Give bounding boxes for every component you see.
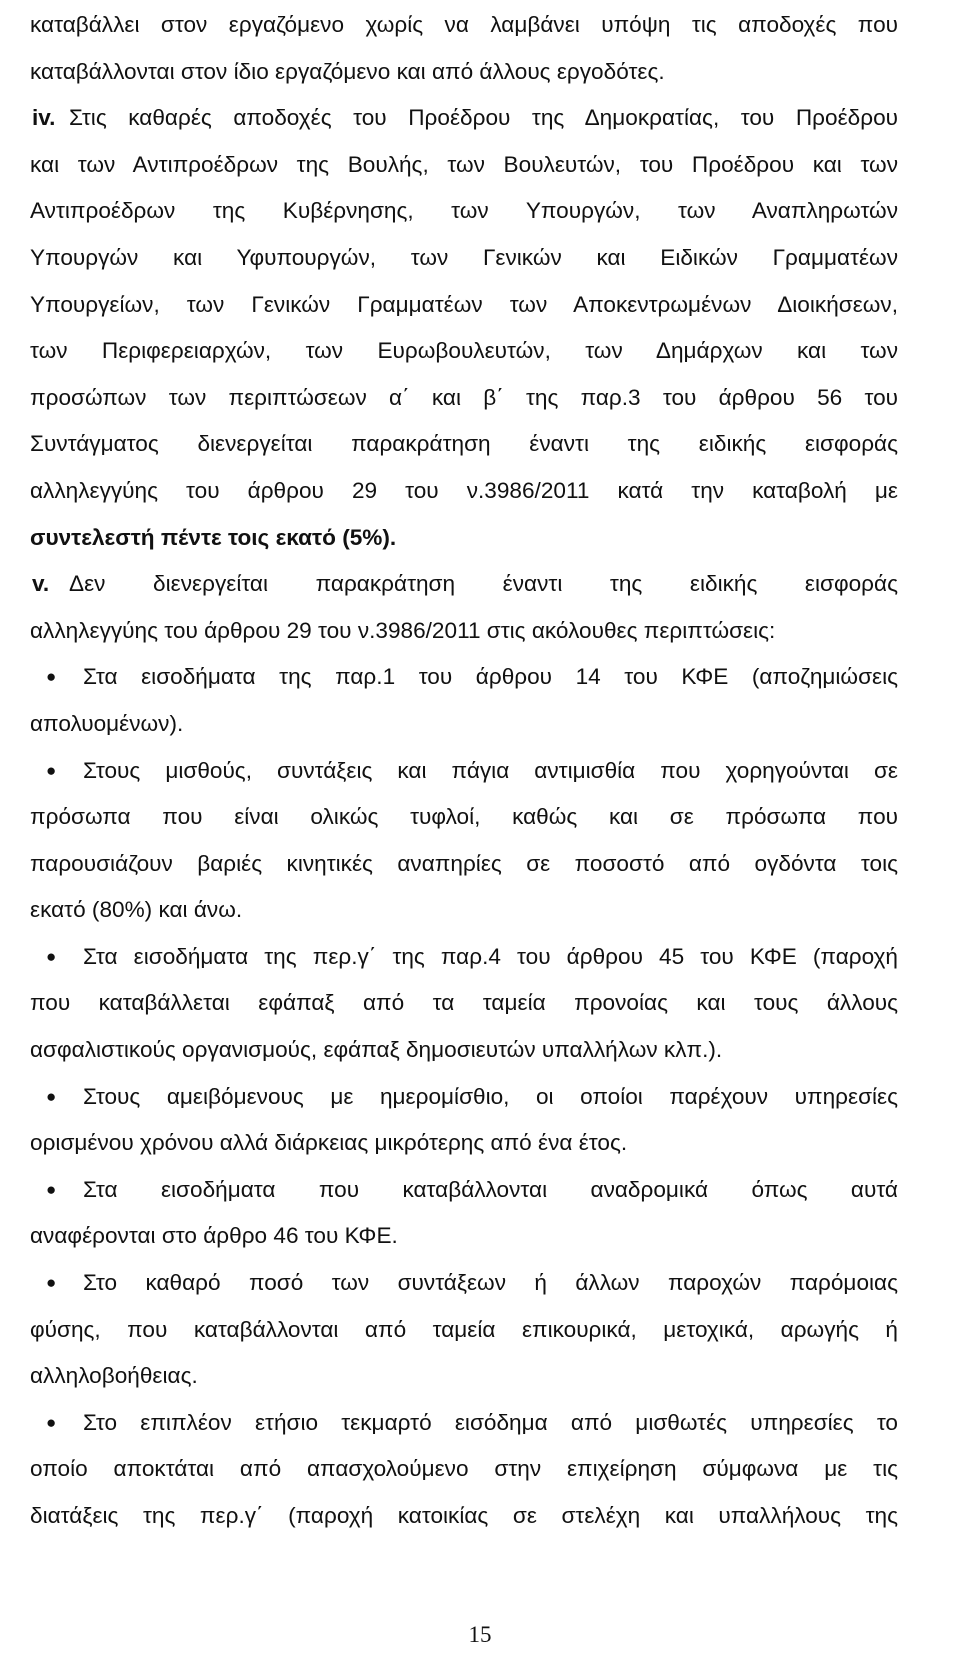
line-text: Στις καθαρές αποδοχές του Προέδρου της Δημοκρατίας, του Προέδρου bbox=[69, 105, 898, 131]
text-line bbox=[30, 49, 898, 96]
text-line bbox=[30, 561, 898, 608]
line-text: παρουσιάζουν βαριές κινητικές αναπηρίες σε ποσοστό από ογδόντα τοις bbox=[30, 850, 898, 876]
line-text: Δεν διενεργείται παρακράτηση έναντι της ειδικής εισφοράς bbox=[69, 571, 898, 597]
text-line bbox=[30, 95, 898, 142]
line-text: Υπουργών και Υφυπουργών, των Γενικών και Ειδικών Γραμματέων bbox=[30, 244, 898, 270]
line-text: εκατό (80%) και άνω. bbox=[30, 897, 243, 923]
line-text: Στα εισοδήματα της παρ.1 του άρθρου 14 του ΚΦΕ (αποζημιώσεις bbox=[83, 664, 898, 690]
text-line bbox=[30, 1493, 898, 1540]
text-line bbox=[30, 654, 898, 701]
text-line bbox=[30, 1213, 898, 1260]
text-line bbox=[30, 188, 898, 235]
line-text: Αντιπροέδρων της Κυβέρνησης, των Υπουργών, των Αναπληρωτών bbox=[30, 198, 898, 224]
text-line bbox=[30, 282, 898, 329]
bullet-icon bbox=[46, 1167, 83, 1214]
line-text: πρόσωπα που είναι ολικώς τυφλοί, καθώς και σε πρόσωπα που bbox=[30, 804, 898, 830]
text-line bbox=[30, 934, 898, 981]
bullet-icon bbox=[46, 654, 83, 701]
text-line bbox=[30, 142, 898, 189]
text-line bbox=[30, 1074, 898, 1121]
line-text: αλληλεγγύης του άρθρου 29 του ν.3986/2011 στις ακόλουθες περιπτώσεις: bbox=[30, 617, 776, 643]
text-line bbox=[30, 1260, 898, 1307]
line-text: ορισμένου χρόνου αλλά διάρκειας μικρότερης από ένα έτος. bbox=[30, 1130, 628, 1156]
text-line bbox=[30, 794, 898, 841]
text-line bbox=[30, 1027, 898, 1074]
line-text: Στο επιπλέον ετήσιο τεκμαρτό εισόδημα από μισθωτές υπηρεσίες το bbox=[83, 1409, 898, 1435]
list-marker: iv. bbox=[32, 105, 56, 131]
bullet-icon bbox=[46, 1400, 83, 1447]
line-text: Στα εισοδήματα που καταβάλλονται αναδρομικά όπως αυτά bbox=[83, 1176, 898, 1202]
text-line bbox=[30, 701, 898, 748]
bullet-icon bbox=[46, 1074, 83, 1121]
text-line bbox=[30, 375, 898, 422]
line-text: οποίο αποκτάται από απασχολούμενο στην επιχείρηση σύμφωνα με τις bbox=[30, 1456, 898, 1482]
text-line bbox=[30, 748, 898, 795]
line-text: αλληλεγγύης του άρθρου 29 του ν.3986/2011 κατά την καταβολή με bbox=[30, 477, 898, 503]
text-line bbox=[30, 1446, 898, 1493]
text-line bbox=[30, 235, 898, 282]
text-line bbox=[30, 328, 898, 375]
document-body bbox=[30, 2, 898, 1540]
line-text: Στους μισθούς, συντάξεις και πάγια αντιμισθία που χορηγούνται σε bbox=[83, 757, 898, 783]
text-line bbox=[30, 608, 898, 655]
bullet-icon bbox=[46, 934, 83, 981]
line-text: διατάξεις της περ.γ΄ (παροχή κατοικίας σε στελέχη και υπαλλήλους της bbox=[30, 1503, 898, 1528]
line-text: συντελεστή πέντε τοις εκατό (5%). bbox=[30, 524, 397, 550]
line-text: αλληλοβοήθειας. bbox=[30, 1363, 198, 1389]
text-line bbox=[30, 468, 898, 515]
line-text: που καταβάλλεται εφάπαξ από τα ταμεία προνοίας και τους άλλους bbox=[30, 990, 898, 1016]
line-text: καταβάλλονται στον ίδιο εργαζόμενο και από άλλους εργοδότες. bbox=[30, 58, 665, 84]
line-text: Στο καθαρό ποσό των συντάξεων ή άλλων παροχών παρόμοιας bbox=[83, 1270, 898, 1296]
text-line bbox=[30, 1400, 898, 1447]
bullet-icon bbox=[46, 1260, 83, 1307]
text-line bbox=[30, 1167, 898, 1214]
text-line bbox=[30, 1307, 898, 1354]
text-line bbox=[30, 841, 898, 888]
line-text: ασφαλιστικούς οργανισμούς, εφάπαξ δημοσιευτών υπαλλήλων κλπ.). bbox=[30, 1037, 723, 1063]
text-line bbox=[30, 421, 898, 468]
line-text: Υπουργείων, των Γενικών Γραμματέων των Αποκεντρωμένων Διοικήσεων, bbox=[30, 291, 898, 317]
line-text: και των Αντιπροέδρων της Βουλής, των Βουλευτών, του Προέδρου και των bbox=[30, 151, 898, 177]
line-text: Στους αμειβόμενους με ημερομίσθιο, οι οποίοι παρέχουν υπηρεσίες bbox=[83, 1083, 898, 1109]
text-line bbox=[30, 515, 898, 562]
text-line bbox=[30, 887, 898, 934]
list-marker: v. bbox=[32, 571, 50, 597]
text-line bbox=[30, 1353, 898, 1400]
page-number: 15 bbox=[468, 1622, 492, 1647]
line-text: καταβάλλει στον εργαζόμενο χωρίς να λαμβάνει υπόψη τις αποδοχές που bbox=[30, 12, 898, 37]
text-line bbox=[30, 2, 898, 49]
text-line bbox=[30, 1120, 898, 1167]
line-text: αναφέρονται στο άρθρο 46 του ΚΦΕ. bbox=[30, 1223, 398, 1249]
line-text: των Περιφερειαρχών, των Ευρωβουλευτών, των Δημάρχων και των bbox=[30, 338, 898, 364]
line-text: Συντάγματος διενεργείται παρακράτηση έναντι της ειδικής εισφοράς bbox=[30, 431, 898, 457]
line-text: προσώπων των περιπτώσεων α΄ και β΄ της παρ.3 του άρθρου 56 του bbox=[30, 384, 898, 410]
line-text: φύσης, που καταβάλλονται από ταμεία επικουρικά, μετοχικά, αρωγής ή bbox=[30, 1316, 898, 1342]
line-text: απολυομένων). bbox=[30, 710, 184, 736]
bullet-icon bbox=[46, 748, 83, 795]
text-line bbox=[30, 980, 898, 1027]
line-text: Στα εισοδήματα της περ.γ΄ της παρ.4 του άρθρου 45 του ΚΦΕ (παροχή bbox=[83, 943, 898, 969]
